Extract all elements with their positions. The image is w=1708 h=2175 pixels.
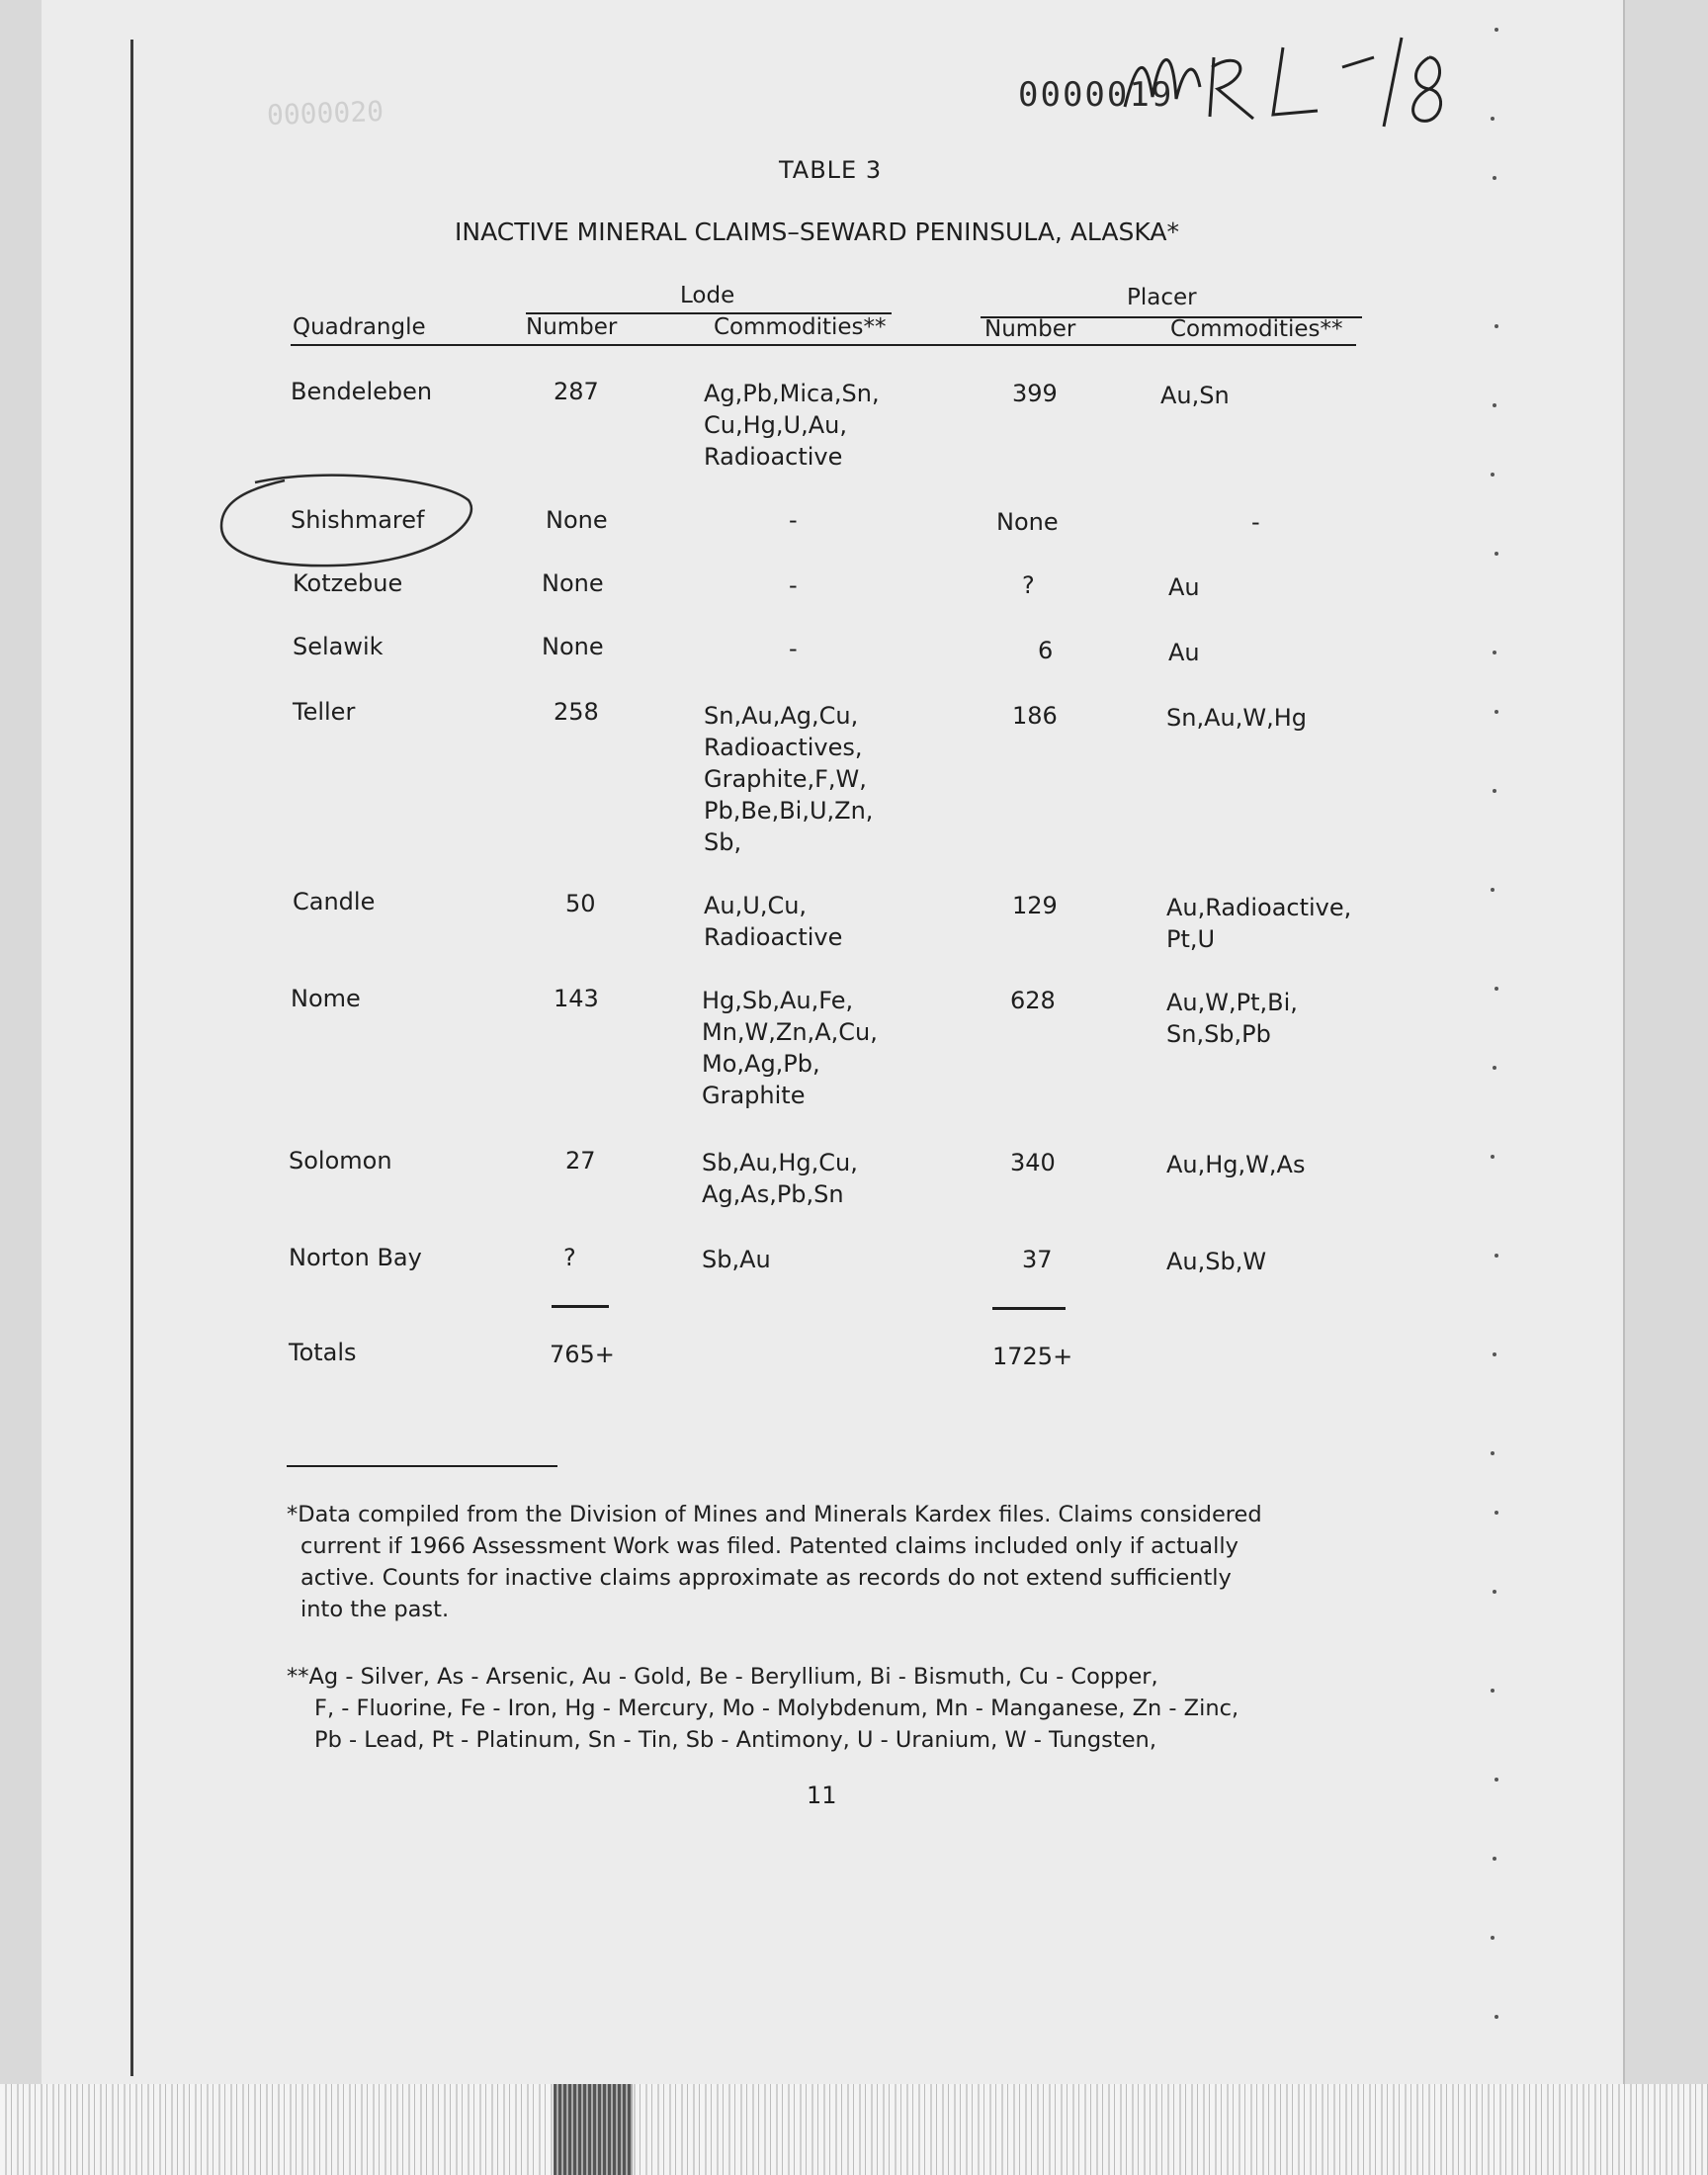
totals-placer-number: 1725+ xyxy=(992,1343,1073,1370)
row-lode-commodities: - xyxy=(789,506,798,534)
footnote-line: into the past. xyxy=(300,1597,450,1622)
row-lode-commodities: Sb,Au xyxy=(702,1246,771,1273)
row-quadrangle: Kotzebue xyxy=(293,569,403,597)
row-lode-number: 143 xyxy=(554,985,599,1012)
row-placer-number: 37 xyxy=(1022,1246,1053,1273)
quadrangle-header: Quadrangle xyxy=(293,314,426,340)
row-placer-commodities: Sn,Au,W,Hg xyxy=(1166,704,1307,732)
row-quadrangle: Teller xyxy=(293,698,356,726)
row-placer-commodities: Au xyxy=(1168,573,1200,601)
row-placer-number: 186 xyxy=(1012,702,1058,730)
table-title: INACTIVE MINERAL CLAIMS–SEWARD PENINSULA, ALASKA* xyxy=(455,218,1179,246)
row-quadrangle: Nome xyxy=(291,985,361,1012)
footnote-line: active. Counts for inactive claims approximate as records do not extend sufficiently xyxy=(300,1565,1232,1591)
row-lode-number: None xyxy=(542,633,604,660)
row-lode-commodities: - xyxy=(789,571,798,599)
row-placer-commodities: Au,Sb,W xyxy=(1166,1248,1267,1275)
lode-sum-rule xyxy=(552,1305,609,1308)
row-quadrangle: Selawik xyxy=(293,633,384,660)
footnote-rule xyxy=(287,1465,557,1467)
row-lode-commodities: Au,U,Cu, Radioactive xyxy=(704,892,843,951)
page-number: 11 xyxy=(807,1782,837,1809)
row-placer-commodities: Au,Radioactive, Pt,U xyxy=(1166,894,1352,953)
row-lode-number: None xyxy=(546,506,608,534)
binding-rule xyxy=(130,40,133,2076)
footnote-line: *Data compiled from the Division of Mines and Minerals Kardex files. Claims considered xyxy=(287,1502,1262,1527)
row-placer-number: 6 xyxy=(1038,637,1054,664)
row-quadrangle: Norton Bay xyxy=(289,1244,422,1271)
row-placer-commodities: Au xyxy=(1168,639,1200,666)
row-lode-commodities: Ag,Pb,Mica,Sn, Cu,Hg,U,Au, Radioactive xyxy=(704,380,880,471)
row-placer-commodities: Au,Sn xyxy=(1160,382,1230,409)
document-number: 0000019 xyxy=(1018,75,1174,115)
scanner-edge xyxy=(0,2084,1708,2175)
table-label: TABLE 3 xyxy=(779,156,883,184)
footnote-line: current if 1966 Assessment Work was filed. Patented claims included only if actually xyxy=(300,1533,1238,1559)
row-quadrangle: Candle xyxy=(293,888,376,915)
row-placer-number: ? xyxy=(1022,571,1035,599)
row-lode-commodities: - xyxy=(789,635,798,662)
row-lode-commodities: Hg,Sb,Au,Fe, Mn,W,Zn,A,Cu, Mo,Ag,Pb, Graphite xyxy=(702,987,878,1109)
row-lode-number: 287 xyxy=(554,378,599,405)
row-placer-commodities: Au,Hg,W,As xyxy=(1166,1151,1306,1178)
handwritten-note xyxy=(1115,28,1451,136)
row-placer-number: 399 xyxy=(1012,380,1058,407)
row-lode-number: ? xyxy=(563,1244,576,1271)
row-placer-commodities: - xyxy=(1251,508,1260,536)
row-quadrangle: Bendeleben xyxy=(291,378,433,405)
lode-number-header: Number xyxy=(526,314,618,340)
row-placer-number: 129 xyxy=(1012,892,1058,919)
placer-group-header: Placer xyxy=(1127,285,1197,310)
row-lode-commodities: Sb,Au,Hg,Cu, Ag,As,Pb,Sn xyxy=(702,1149,858,1208)
row-placer-commodities: Au,W,Pt,Bi, Sn,Sb,Pb xyxy=(1166,989,1298,1048)
placer-commodities-header: Commodities** xyxy=(1170,316,1343,342)
row-placer-number: None xyxy=(996,508,1059,536)
header-rule xyxy=(291,344,1356,346)
footnote-line: Pb - Lead, Pt - Platinum, Sn - Tin, Sb - Antimony, U - Uranium, W - Tungsten, xyxy=(314,1727,1156,1753)
row-lode-number: 27 xyxy=(565,1147,596,1174)
footnote-line: F, - Fluorine, Fe - Iron, Hg - Mercury, Mo - Molybdenum, Mn - Manganese, Zn - Zinc, xyxy=(314,1696,1239,1721)
totals-lode-number: 765+ xyxy=(550,1341,615,1368)
placer-number-header: Number xyxy=(984,316,1076,342)
bleed-through-number: 0000020 xyxy=(266,94,384,132)
placer-sum-rule xyxy=(992,1307,1066,1310)
row-placer-number: 628 xyxy=(1010,987,1056,1014)
row-placer-number: 340 xyxy=(1010,1149,1056,1176)
row-lode-number: 50 xyxy=(565,890,596,917)
totals-label: Totals xyxy=(289,1339,357,1366)
row-lode-number: None xyxy=(542,569,604,597)
footnote-line: **Ag - Silver, As - Arsenic, Au - Gold, Be - Beryllium, Bi - Bismuth, Cu - Copper, xyxy=(287,1664,1158,1690)
scan-specks xyxy=(1483,0,1542,2076)
row-quadrangle: Shishmaref xyxy=(291,506,425,534)
row-quadrangle: Solomon xyxy=(289,1147,392,1174)
lode-commodities-header: Commodities** xyxy=(714,314,887,340)
row-lode-number: 258 xyxy=(554,698,599,726)
row-lode-commodities: Sn,Au,Ag,Cu, Radioactives, Graphite,F,W, Pb,Be,Bi,U,Zn, Sb, xyxy=(704,702,874,856)
lode-group-header: Lode xyxy=(680,283,735,308)
